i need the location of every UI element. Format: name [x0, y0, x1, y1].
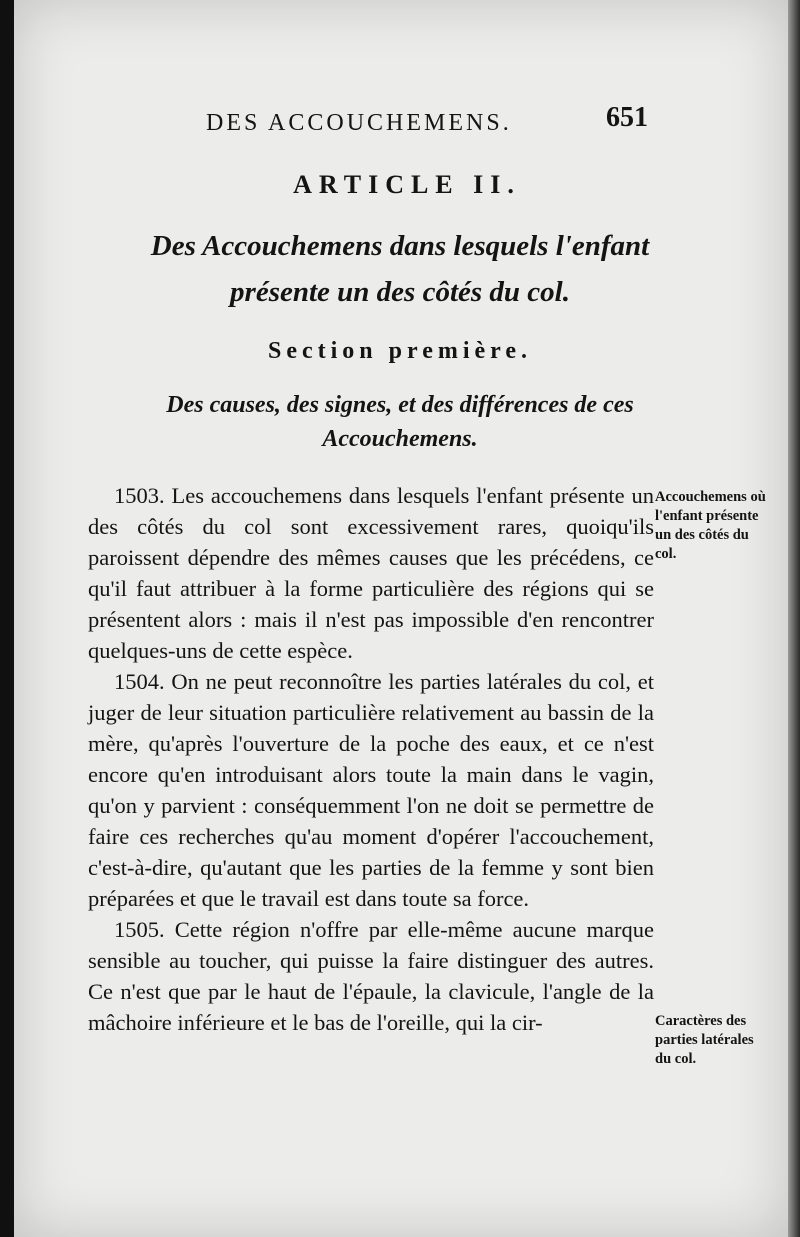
paragraph-1504: 1504. On ne peut reconnoître les parties latérales du col, et juger de leur situation particulière relativement au bassin de la mère, qu'après l'ouverture de la poche des eaux, et ce n'est encore qu'en introduisant alors toute la main dans le vagin, qu'on y parvient : conséquemment l'on ne doit se permettre de faire ces recherches qu'au moment d'opérer l'accouchement, c'est-à-dire, qu'autant que les parties de la femme y sont bien préparées et que le travail est dans toute sa force.: [88, 669, 654, 911]
body-text: [88, 480, 654, 1038]
article-title-line-2: présente un des côtés du col.: [230, 276, 570, 308]
article-title-line-1: Des Accouchemens dans lesquels l'enfant: [150, 230, 650, 262]
page-number: 651: [606, 102, 648, 133]
header-title: DES ACCOUCHEMENS.: [206, 110, 512, 136]
article-heading: ARTICLE II.: [293, 170, 521, 199]
margin-note-1: Accouchemens où l'enfant présente un des côtés du col.: [655, 489, 766, 562]
section-subtitle-line-2: Accouchemens.: [322, 426, 478, 452]
section-subtitle-line-1: Des causes, des signes, et des différences de ces: [166, 392, 634, 418]
running-header: [0, 102, 800, 142]
paragraph-1503: 1503. Les accouchemens dans lesquels l'enfant présente un des côtés du col sont excessivement rares, quoiqu'ils paroissent dépendre des mêmes causes que les précédens, ce qu'il faut attribuer à la forme particulière des régions qui se présentent alors : mais il n'est pas impossible d'en rencontrer quelques-uns de cette espèce.: [88, 483, 654, 663]
margin-note-2: Caractères des parties latérales du col.: [655, 1013, 754, 1067]
paragraph-1505: 1505. Cette région n'offre par elle-même aucune marque sensible au toucher, qui puisse la faire distinguer des autres. Ce n'est que par le haut de l'épaule, la clavicule, l'angle de la mâchoire inférieure et le bas de l'oreille, qui la cir-: [88, 917, 654, 1035]
section-heading: Section première.: [267, 338, 533, 364]
